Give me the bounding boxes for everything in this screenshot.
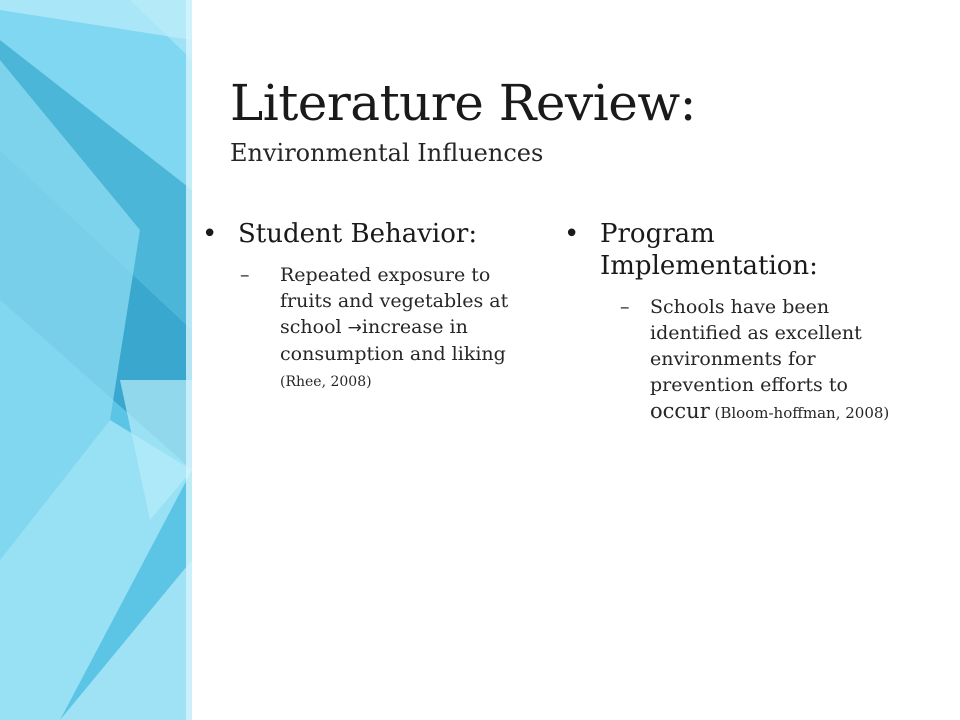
citation-rhee: (Rhee, 2008)	[280, 374, 372, 390]
sub-bullet-dash: –	[240, 264, 250, 286]
point-text-part-1: Repeated exposure to fruits and vegetables at school	[280, 264, 509, 338]
program-implementation-heading: Program Implementation:	[600, 219, 818, 281]
left-column	[200, 218, 540, 395]
program-implementation-point	[562, 294, 902, 426]
point-text-occur: occur	[650, 399, 710, 423]
bullet-dot: •	[202, 219, 218, 249]
point-text-part-1: Schools have been identified as excellent environments for prevention efforts to	[650, 296, 862, 396]
decorative-side-panel	[0, 0, 192, 720]
right-column	[562, 218, 902, 426]
student-behavior-heading: Student Behavior:	[238, 219, 478, 249]
bullet-dot: •	[564, 219, 580, 249]
slide-title: Literature Review:	[230, 74, 696, 132]
title-block	[230, 72, 930, 168]
right-arrow-icon: →	[347, 318, 362, 338]
sub-bullet-dash: –	[620, 296, 630, 318]
geometric-pattern-graphic	[0, 0, 192, 720]
student-behavior-point	[200, 262, 540, 395]
slide-subtitle: Environmental Influences	[230, 139, 544, 167]
citation-bloom-hoffman: (Bloom-hoffman, 2008)	[709, 404, 890, 422]
student-behavior-bullet	[200, 218, 540, 250]
program-implementation-bullet	[562, 218, 902, 282]
point-text-part-2: increase in consumption and liking	[280, 316, 506, 365]
